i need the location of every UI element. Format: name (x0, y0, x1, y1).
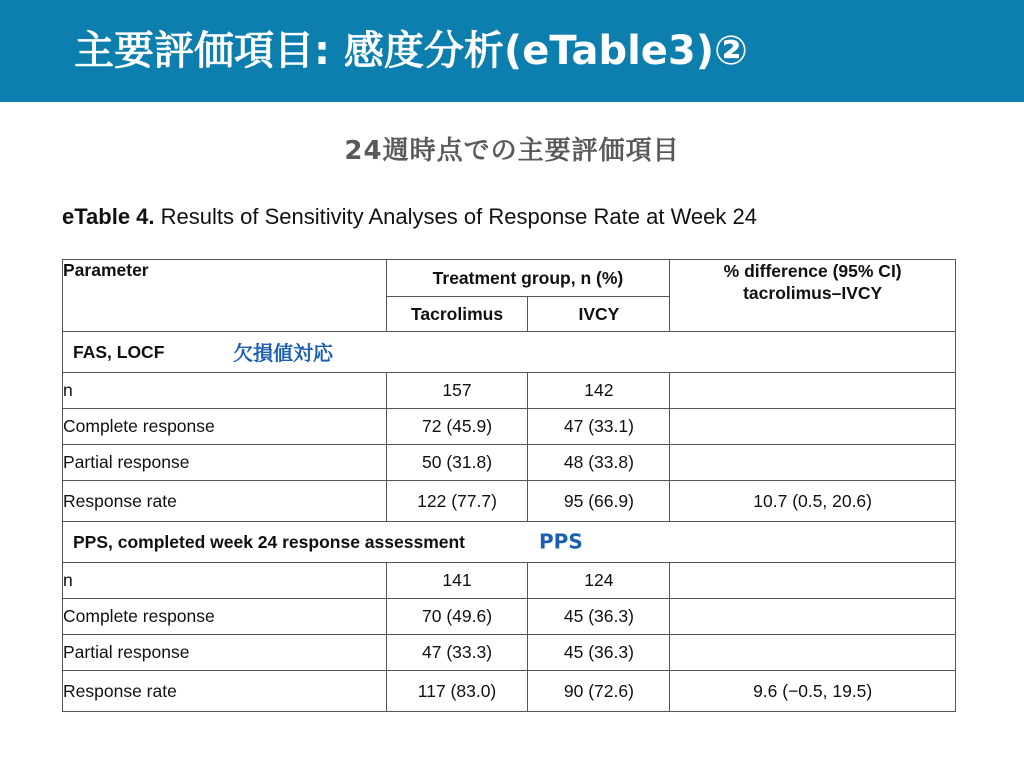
header-difference-line1: % difference (95% CI) (723, 261, 902, 281)
table-row (63, 635, 956, 671)
row-label: Response rate (63, 481, 387, 522)
header-difference-line2: tacrolimus–IVCY (743, 283, 883, 303)
row-label: n (63, 373, 387, 409)
cell-tacrolimus: 47 (33.3) (386, 635, 528, 671)
slide-subtitle: 24週時点での主要評価項目 (344, 136, 680, 166)
cell-difference: 9.6 (−0.5, 19.5) (670, 671, 956, 712)
header-treatment-group: Treatment group, n (%) (386, 260, 670, 297)
cell-difference: 10.7 (0.5, 20.6) (670, 481, 956, 522)
section-annotation: PPS (539, 529, 583, 554)
cell-difference (670, 373, 956, 409)
cell-tacrolimus: 72 (45.9) (386, 409, 528, 445)
cell-tacrolimus: 157 (386, 373, 528, 409)
cell-difference (670, 445, 956, 481)
row-label: Response rate (63, 671, 387, 712)
cell-ivcy: 45 (36.3) (528, 635, 670, 671)
section-annotation: 欠損値対応 (233, 340, 333, 365)
table-caption (62, 204, 757, 230)
slide-title-bar (0, 0, 1024, 102)
cell-tacrolimus: 141 (386, 563, 528, 599)
row-label: Complete response (63, 599, 387, 635)
table-row (63, 373, 956, 409)
cell-ivcy: 142 (528, 373, 670, 409)
header-row (63, 260, 956, 297)
cell-difference (670, 599, 956, 635)
table-row (63, 481, 956, 522)
table-caption-label: eTable 4. (62, 204, 155, 229)
table-row (63, 671, 956, 712)
header-difference (670, 260, 956, 332)
row-label: n (63, 563, 387, 599)
section-cell (63, 332, 956, 373)
cell-tacrolimus: 50 (31.8) (386, 445, 528, 481)
table-row (63, 409, 956, 445)
slide-title: 主要評価項目: 感度分析(eTable3)② (74, 28, 748, 74)
row-label: Complete response (63, 409, 387, 445)
header-ivcy: IVCY (528, 297, 670, 332)
table-row (63, 563, 956, 599)
cell-difference (670, 563, 956, 599)
row-label: Partial response (63, 635, 387, 671)
header-tacrolimus: Tacrolimus (386, 297, 528, 332)
cell-difference (670, 409, 956, 445)
table-caption-text: Results of Sensitivity Analyses of Response Rate at Week 24 (154, 204, 757, 229)
cell-ivcy: 45 (36.3) (528, 599, 670, 635)
table-row (63, 445, 956, 481)
cell-ivcy: 90 (72.6) (528, 671, 670, 712)
cell-ivcy: 124 (528, 563, 670, 599)
cell-tacrolimus: 70 (49.6) (386, 599, 528, 635)
cell-ivcy: 48 (33.8) (528, 445, 670, 481)
section-row-fas (63, 332, 956, 373)
cell-tacrolimus: 122 (77.7) (386, 481, 528, 522)
cell-difference (670, 635, 956, 671)
section-title: PPS, completed week 24 response assessment (73, 531, 465, 552)
cell-ivcy: 47 (33.1) (528, 409, 670, 445)
table-row (63, 599, 956, 635)
cell-tacrolimus: 117 (83.0) (386, 671, 528, 712)
header-parameter: Parameter (63, 260, 387, 332)
row-label: Partial response (63, 445, 387, 481)
cell-ivcy: 95 (66.9) (528, 481, 670, 522)
section-title: FAS, LOCF (73, 341, 165, 362)
section-row-pps (63, 522, 956, 563)
section-cell (63, 522, 956, 563)
results-table (62, 259, 956, 712)
